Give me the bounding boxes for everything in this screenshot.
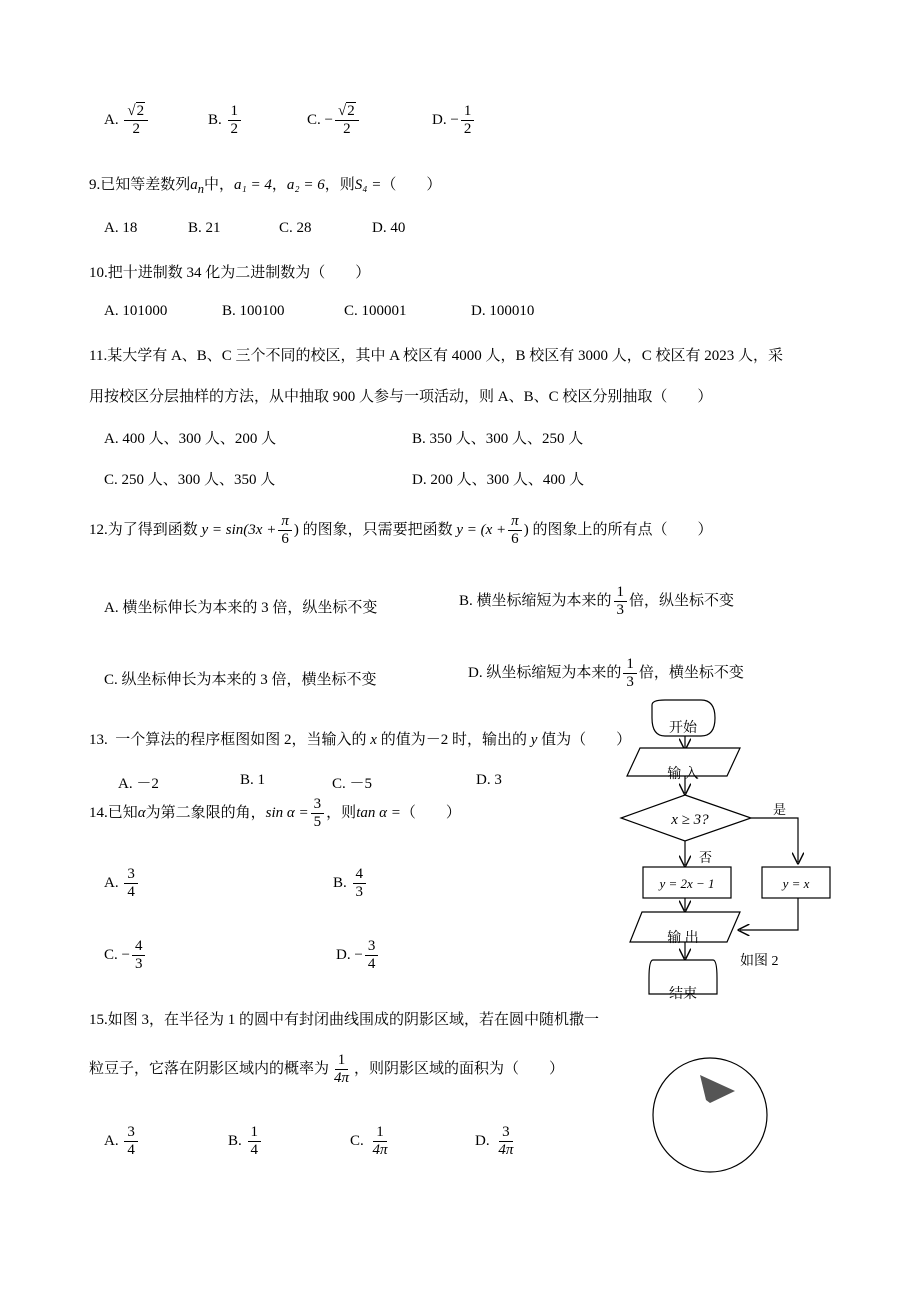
q12-suffix: 的图象上的所有点（ ） (532, 522, 713, 539)
q14-paren: （ ） (400, 805, 461, 822)
q9-paren: （ ） (381, 177, 442, 193)
q8-option-b (208, 103, 243, 139)
q13-text-a: 一个算法的程序框图如图 2，当输入的 (115, 732, 367, 748)
q12-mid: 的图象，只需要把函数 (302, 522, 453, 539)
flowchart-left-process-label: y = 2x − 1 (659, 876, 715, 891)
q11-option-c: C. 250 人、300 人、350 人 (104, 472, 276, 488)
q9-prefix: 9.已知等差数列 (89, 177, 191, 193)
q14-option-c: C. − $\frac{4}{3}$ (104, 938, 147, 974)
q12-frac2: $\frac{\pi}{6}$ (508, 513, 522, 549)
flowchart-figure-2 (615, 700, 845, 1000)
flowchart-output-label: 输 出 (667, 931, 699, 946)
q12-option-c: C. 纵坐标伸长为本来的 3 倍，横坐标不变 (104, 672, 377, 688)
q12-option-b-post: 倍，纵坐标不变 (629, 593, 735, 610)
q15-line2-pre: 粒豆子，它落在阴影区域内的概率为 (89, 1061, 330, 1078)
flowchart-right-process (762, 867, 830, 898)
q14-option-d: D. − $\frac{3}{4}$ (336, 938, 380, 974)
q8-option-b-label: B. (208, 112, 222, 129)
q12-func2: y = (x + (456, 522, 507, 539)
q13-option-b: B. 1 (240, 772, 266, 788)
q12-stem (89, 513, 712, 549)
q12-option-b (459, 584, 734, 620)
flowchart-start-node (652, 700, 715, 736)
q9-cond2: a₂ = 6 (286, 177, 325, 193)
flowchart-caption: 如图 2 (740, 954, 779, 969)
q9-stem: 9.已知等差数列$a_n$中，a₁ = 4，a₂ = 6，则S₄ =（ ） (89, 177, 442, 196)
q15-option-c: C. $\frac{1}{4\pi}$ (350, 1124, 388, 1159)
q11-option-b: B. 350 人、300 人、250 人 (412, 431, 584, 447)
q10-option-b: B. 100100 (222, 303, 285, 319)
q8-options (104, 103, 150, 139)
q14-then: ，则 (326, 805, 357, 822)
q11-line2: 用按校区分层抽样的方法，从中抽取 900 人参与一项活动，则 A、B、C 校区分别抽取（ ） (89, 389, 713, 405)
flowchart-yes-label: 是 (773, 802, 787, 817)
flowchart-end-node (649, 960, 717, 1002)
q8-option-d-frac: $\frac{1}{2}$ (461, 103, 475, 139)
q9-option-c: C. 28 (279, 220, 312, 236)
q8-option-a-label: A. (104, 112, 119, 129)
q12-close1: ) (293, 522, 299, 539)
q9-target: S₄ = (354, 177, 382, 193)
q12-option-d-pre: D. 纵坐标缩短为本来的 (468, 665, 622, 682)
q14-option-b: B. $\frac{4}{3}$ (333, 866, 368, 902)
flowchart-decision-node (621, 795, 751, 841)
q14-prefix: 14.已知 (89, 805, 138, 822)
q12-option-b-pre: B. 横坐标缩短为本来的 (459, 593, 612, 610)
q9-cond1: a₁ = 4 (234, 177, 272, 193)
q13-stem (89, 728, 631, 749)
q15-line2-post: ，则阴影区域的面积为（ ） (354, 1061, 565, 1078)
q13-option-c: C. －5 (332, 776, 373, 792)
flowchart-output-node (630, 912, 740, 946)
figure-3-circle (648, 1053, 772, 1177)
q8-option-a-frac: $\frac{√2}{2}$ (124, 103, 148, 139)
q9-option-d: D. 40 (372, 220, 406, 236)
q13-option-a: A. －2 (118, 776, 159, 792)
flowchart-start-label: 开始 (669, 721, 697, 736)
q13-var-x: x (370, 732, 377, 748)
q15-option-b: B. $\frac{1}{4}$ (228, 1124, 263, 1160)
q15-option-d: D. $\frac{3}{4\pi}$ (475, 1124, 514, 1159)
q12-option-a: A. 横坐标伸长为本来的 3 倍，纵坐标不变 (104, 600, 378, 616)
q14-mid: 为第二象限的角， (145, 805, 266, 822)
q12-option-b-frac: $\frac{1}{3}$ (614, 584, 628, 620)
q9-option-a: A. 18 (104, 220, 138, 236)
q8-option-d: D. − $\frac{1}{2}$ (432, 103, 476, 139)
flowchart-end-label: 结束 (669, 987, 697, 1002)
q12-frac1: $\frac{\pi}{6}$ (278, 513, 292, 549)
q12-option-d-post: 倍，横坐标不变 (638, 665, 744, 682)
flowchart-no-label: 否 (699, 850, 713, 865)
q15-line1: 15.如图 3，在半径为 1 的圆中有封闭曲线围成的阴影区域，若在圆中随机撒一 (89, 1012, 600, 1028)
q14-tan: tan α = (356, 805, 401, 822)
q10-stem: 10.把十进制数 34 化为二进制数为（ ） (89, 265, 371, 281)
q10-option-a: A. 101000 (104, 303, 168, 319)
q8-option-c-frac: $\frac{√2}{2}$ (335, 103, 359, 139)
q9-end: ，则 (324, 177, 355, 193)
q14-stem (89, 796, 461, 832)
flowchart-right-process-label: y = x (782, 876, 810, 891)
flowchart-decision-label: x ≥ 3? (671, 812, 709, 828)
q15-prob-frac: $\frac{1}{4\pi}$ (334, 1052, 350, 1087)
q13-option-d: D. 3 (476, 772, 502, 788)
q12-option-d-frac: $\frac{1}{3}$ (623, 656, 637, 692)
q13-text-c: 值为（ ） (541, 732, 632, 748)
q8-option-d-label: D. (432, 112, 447, 129)
q13-num: 13. (89, 732, 108, 748)
q15-line2 (89, 1052, 564, 1088)
q8-option-b-frac: $\frac{1}{2}$ (228, 103, 242, 139)
q15-option-a: A. $\frac{3}{4}$ (104, 1124, 140, 1160)
q12-func1: y = sin(3x + (201, 522, 277, 539)
flowchart-left-process (643, 867, 731, 898)
q9-mid: 中， (204, 177, 235, 193)
flowchart-input-label: 输 入 (667, 767, 699, 782)
q12-close2: ) (523, 522, 529, 539)
q12-option-d (468, 656, 744, 692)
q8-option-c-label: C. (307, 112, 321, 129)
q13-text-b: 的值为－2 时，输出的 (380, 732, 527, 748)
q9-an: $a_n$ (190, 177, 205, 196)
q14-option-a: A. $\frac{3}{4}$ (104, 866, 140, 902)
q14-alpha: α (137, 805, 146, 822)
q11-line1: 11.某大学有 A、B、C 三个不同的校区，其中 A 校区有 4000 人，B 校区有 3000 人，C 校区有 2023 人，采 (89, 348, 784, 364)
q14-sin-frac: $\frac{3}{5}$ (311, 796, 325, 832)
figure-3-circle-outline (653, 1058, 767, 1172)
q14-sin: sin α = (265, 805, 309, 822)
flowchart-input-node (627, 748, 740, 782)
q13-var-y: y (530, 732, 538, 748)
q10-option-c: C. 100001 (344, 303, 407, 319)
q8-option-c: C. − $\frac{√2}{2}$ (307, 103, 361, 139)
q13-options-clipped (100, 770, 530, 792)
q11-option-d: D. 200 人、300 人、400 人 (412, 472, 585, 488)
q11-option-a: A. 400 人、300 人、200 人 (104, 431, 277, 447)
q12-prefix: 12.为了得到函数 (89, 522, 198, 539)
q9-option-b: B. 21 (188, 220, 221, 236)
q10-option-d: D. 100010 (471, 303, 535, 319)
